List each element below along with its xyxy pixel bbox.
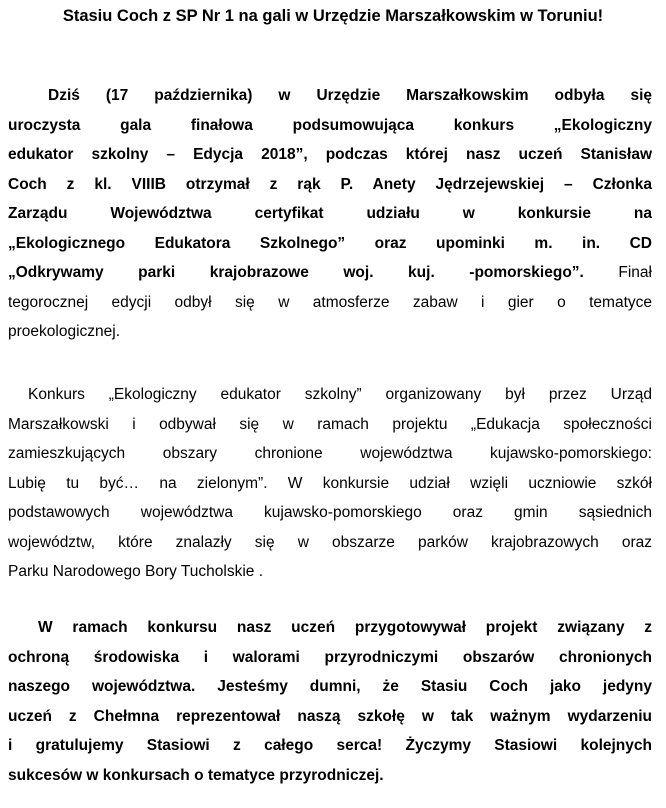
text-line: województw, które znalazły się w obszarze parków krajobrazowych oraz: [8, 533, 652, 551]
text-line: Parku Narodowego Bory Tucholskie .: [8, 563, 264, 580]
text-line: edukator szkolny – Edycja 2018”, podczas której nasz uczeń Stanisław: [8, 146, 652, 163]
text-line: Marszałkowski i odbywał się w ramach projektu „Edukacja społeczności: [8, 415, 652, 433]
text-line: „Ekologicznego Edukatora Szkolnego” oraz upominki m. in. CD: [8, 234, 652, 252]
text-line: Konkurs „Ekologiczny edukator szkolny” organizowany był przez Urząd: [28, 386, 652, 403]
text-line: zamieszkujących obszary chronione województwa kujawsko-pomorskiego:: [8, 445, 652, 462]
text-normal-segment: Finał: [583, 264, 652, 281]
text-line: uroczysta gala finałowa podsumowująca konkurs „Ekologiczny: [8, 116, 652, 134]
article-title: Stasiu Coch z SP Nr 1 na gali w Urzędzie Marszałkowskim w Toruniu!: [62, 7, 604, 25]
paragraph-project: [8, 613, 652, 790]
text-line: podstawowych województwa kujawsko-pomorskiego oraz gmin sąsiednich: [8, 504, 652, 521]
text-line: naszego województwa. Jesteśmy dumni, że Stasiu Coch jako jedyny: [8, 678, 652, 695]
text-line: Dziś (17 października) w Urzędzie Marszałkowskim odbyła się: [48, 87, 652, 104]
text-line: tegorocznej edycji odbył się w atmosferze zabaw i gier o tematyce: [8, 293, 652, 311]
text-line: W ramach konkursu nasz uczeń przygotowywał projekt związany z: [38, 619, 652, 636]
text-line: i gratulujemy Stasiowi z całego serca! Życzymy Stasiowi kolejnych: [8, 737, 652, 754]
paragraph-ceremony: [8, 81, 652, 347]
text-line: uczeń z Chełmna reprezentował naszą szkołę w tak ważnym wydarzeniu: [8, 707, 652, 725]
text-line: Coch z kl. VIIIB otrzymał z rąk P. Anety Jędrzejewskiej – Członka: [8, 175, 652, 193]
paragraph-competition: [8, 380, 652, 587]
text-line: proekologicznej.: [8, 323, 121, 340]
text-bold-segment: „Odkrywamy parki krajobrazowe woj. kuj. -pomorskiego”.: [8, 264, 584, 281]
text-line: ochroną środowiska i walorami przyrodniczymi obszarów chronionych: [8, 648, 652, 666]
text-line: sukcesów w konkursach o tematyce przyrodniczej.: [8, 766, 384, 784]
text-line-mixed: [8, 258, 652, 288]
text-line: Zarządu Województwa certyfikat udziału w konkursie na: [8, 205, 652, 222]
text-line: Lubię tu być… na zielonym”. W konkursie udział wzięli uczniowie szkół: [8, 474, 652, 492]
